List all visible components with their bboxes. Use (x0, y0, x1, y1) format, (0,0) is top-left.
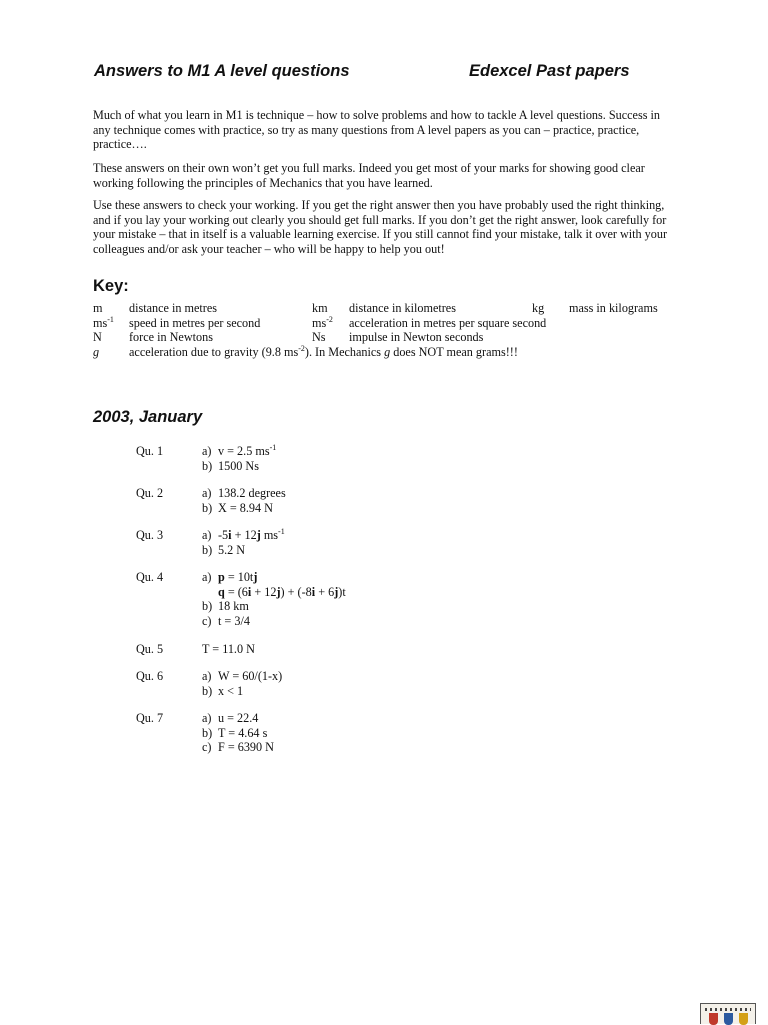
key-description: distance in kilometres (349, 301, 456, 315)
answer-value: u = 22.4 (218, 711, 259, 725)
answer-value: 5.2 N (218, 542, 246, 557)
answer-value: x < 1 (218, 683, 244, 698)
answer-part-label: b) (202, 458, 213, 473)
intro-paragraph-3: Use these answers to check your working. If you get the right answer then you have probably used the right thinking, and if you lay your working out clearly you should get full marks. If you don’t get the right answer, look carefully for your mistake – that in itself is a valuable learning exercise. If you still cannot find your mistake, talk it over with your colleagues and/or ask your teacher – who will be happy to help you out! (93, 198, 668, 256)
answer-line (202, 726, 602, 741)
key-unit: $ms^{-1}$ (93, 315, 114, 330)
question-label: Qu. 1 (136, 444, 164, 458)
key-description: distance in metres (129, 301, 217, 315)
answer-line (202, 740, 602, 755)
question-label: Qu. 3 (136, 528, 164, 542)
answer-part-label: a) (202, 444, 212, 458)
question-answers (202, 669, 602, 698)
answer-part-label: b) (202, 500, 213, 515)
answer-line (202, 642, 602, 657)
answer-line (202, 585, 602, 600)
answer-part-label: a) (202, 528, 212, 542)
intro-paragraph-2: These answers on their own won’t get you full marks. Indeed you get most of your marks for showing good clear working following the principles of Mechanics that you have learned. (93, 161, 645, 190)
answer-value: W = 60/(1-x) (218, 669, 283, 683)
question-answers (202, 444, 602, 473)
answer-part-label: a) (202, 669, 212, 683)
key-description: impulse in Newton seconds (349, 330, 484, 344)
document-source-title: Edexcel Past papers (469, 62, 630, 80)
answer-line (202, 669, 602, 684)
answer-value: 138.2 degrees (218, 486, 286, 500)
answer-value: 18 km (218, 599, 249, 614)
crest-shield-icon (724, 1013, 733, 1025)
key-description: acceleration in metres per square second (349, 316, 547, 330)
answer-part-label: b) (202, 599, 213, 614)
crest-logo (700, 1003, 756, 1024)
key-description: mass in kilograms (569, 301, 658, 315)
answer-value: q = (6i + 12j) + (-8i + 6j)t (218, 584, 346, 599)
crest-shield-icon (709, 1013, 718, 1025)
key-unit: km (312, 301, 328, 315)
answer-line (202, 570, 602, 585)
question-label: Qu. 7 (136, 711, 164, 725)
question-answers (202, 570, 602, 628)
key-unit: m (93, 301, 103, 315)
answer-value: X = 8.94 N (218, 500, 273, 515)
answer-value: F = 6390 N (218, 740, 274, 755)
answer-line (202, 599, 602, 614)
crest-shield-icon (739, 1013, 748, 1025)
key-heading: Key: (93, 277, 129, 295)
section-heading: 2003, January (93, 408, 203, 426)
answer-line (202, 614, 602, 629)
intro-paragraph-1: Much of what you learn in M1 is technique – how to solve problems and how to tackle A level questions. Success in any technique comes with practice, so try as many questions from A level papers as you can – practice, practice, practice…. (93, 108, 660, 152)
answer-value: -5i + 12j $ms^{-1}$ (218, 527, 285, 542)
key-description: speed in metres per second (129, 316, 261, 330)
answer-part-label: b) (202, 725, 213, 740)
answer-value: p = 10tj (218, 570, 258, 584)
answer-part-label: c) (202, 613, 212, 628)
answer-line (202, 684, 602, 699)
key-unit: N (93, 330, 102, 344)
question-label: Qu. 2 (136, 486, 164, 500)
question-label: Qu. 6 (136, 669, 164, 683)
question-label: Qu. 5 (136, 642, 164, 656)
answer-line (202, 459, 602, 474)
answer-line (202, 528, 602, 543)
question-answers (202, 486, 602, 515)
answer-value: t = 3/4 (218, 613, 250, 628)
page-title: Answers to M1 A level questions (94, 62, 350, 80)
answer-value: v = 2.5 $ms^{-1}$ (218, 443, 277, 458)
key-description: force in Newtons (129, 330, 213, 344)
answer-part-label: a) (202, 711, 212, 725)
key-description: acceleration due to gravity (9.8 $ms^{-2}$). In Mechanics g does NOT mean grams!!! (129, 344, 518, 359)
unit-exponent: -2 (326, 315, 333, 324)
answer-line (202, 711, 602, 726)
unit-exponent: -1 (107, 315, 114, 324)
answer-part-label: b) (202, 683, 213, 698)
answer-part-label: b) (202, 542, 213, 557)
answer-line (202, 444, 602, 459)
answer-part-label: a) (202, 486, 212, 500)
answer-part-label: c) (202, 740, 212, 755)
question-answers (202, 528, 602, 557)
question-label: Qu. 4 (136, 570, 164, 584)
question-answers (202, 642, 602, 657)
key-unit: g (93, 345, 100, 359)
question-answers (202, 711, 602, 755)
answer-part-label: a) (202, 570, 212, 584)
answer-line (202, 501, 602, 516)
answer-value: T = 11.0 N (202, 642, 255, 656)
key-unit: $ms^{-2}$ (312, 315, 333, 330)
key-unit: kg (532, 301, 545, 315)
answer-line (202, 543, 602, 558)
key-unit: Ns (312, 330, 326, 344)
answer-value: 1500 Ns (218, 458, 259, 473)
crest-text-strip (705, 1008, 751, 1011)
answer-value: T = 4.64 s (218, 725, 268, 740)
answer-line (202, 486, 602, 501)
